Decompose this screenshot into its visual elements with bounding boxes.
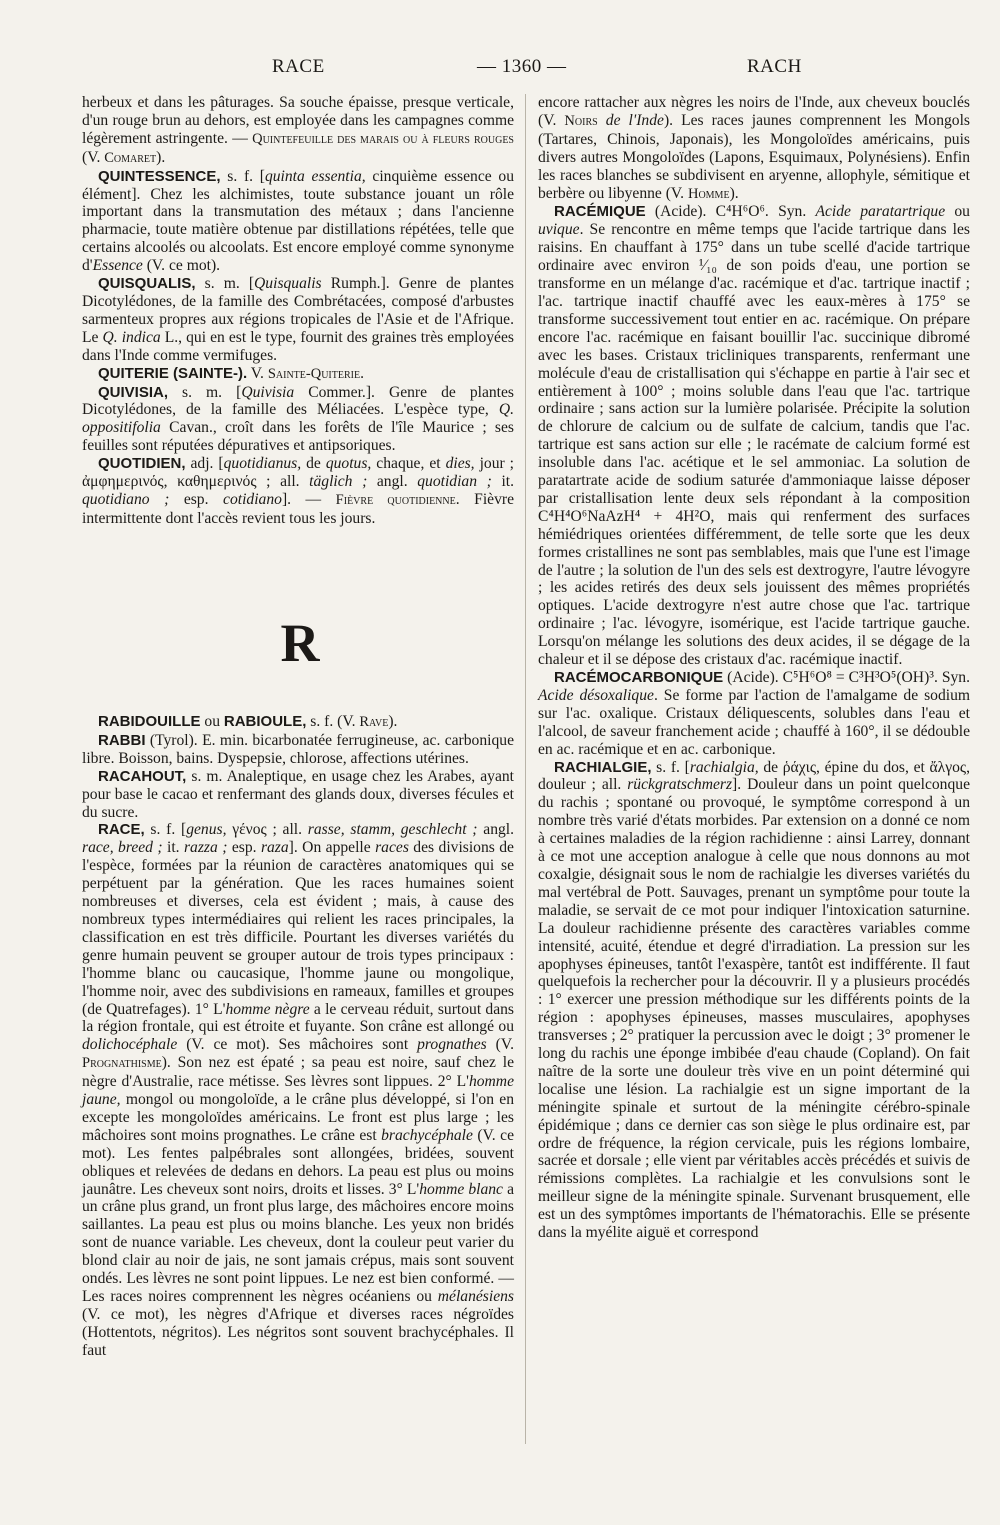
entry-text: Rumph.]. Genre de plantes Dicotylédones, de la famille des Combrétacées, composé d'arbustes sarmenteux propres aux régions tropicales de l'Asie et de l'Afrique. Le (82, 275, 514, 346)
dictionary-entry (82, 384, 514, 456)
entry-headword: QUISQUALIS, (98, 275, 196, 293)
entry-headword: RACE, (98, 821, 145, 839)
dictionary-entry (82, 821, 514, 1359)
entry-text: a un crâne plus grand, un front plus large, des mâchoires encore moins saillantes. La peau est plus ou moins blanche. Les yeux non bridés sont de nuance variable. Les cheveux, dont la couleur peut varier du blond clair au noir de jais, ne sont jamais crépus, mais sont souvent ondés. Les lèvres ne sont point lippues. Le nez est bien conformé. — Les races noires comprennent les nègres océaniens ou (82, 1180, 514, 1305)
entry-text: ]. On appelle (288, 839, 376, 857)
entry-text: Fièvre quotidienne (335, 491, 456, 508)
entry-text: adj. [ (185, 455, 224, 473)
entry-text: (V. (486, 1036, 514, 1054)
entry-text: race, breed ; (82, 839, 163, 857)
entry-text: homme jaune, (82, 1073, 514, 1109)
entry-text (598, 112, 606, 129)
entry-text: encore rattacher aux nègres les noirs de l'Inde, aux cheveux bouclés (V. (538, 94, 970, 129)
entry-text: ou (200, 713, 224, 730)
entry-text: Prognathisme (82, 1055, 162, 1072)
dictionary-entry (82, 275, 514, 365)
dictionary-entry (538, 203, 970, 669)
entry-headword: RACHIALGIE, (554, 758, 652, 776)
entry-text: ). (156, 148, 166, 166)
entry-text: cinquième essence ou élément]. Chez les alchimistes, toute substance jouant un rôle important dans la transmutation des métaux ; dans l'ancienne pharmacie, toute matière obtenue par distillations répétées, telle que certains alcoolés ou alcoolats. Est encore employé comme synonyme d' (82, 167, 514, 275)
entry-text: . (360, 364, 364, 382)
header-left-word: RACE (272, 56, 325, 77)
entry-text: s. m. Analeptique, en usage chez les Arabes, ayant pour base le cacao et renfermant des glands doux, diverses fécules et du sucre. (82, 767, 514, 821)
entry-text: herbeux et dans les pâturages. Sa souche épaisse, presque verticale, d'un rouge brun au dehors, est employée dans les campagnes comme légèrement astringente. — (82, 94, 514, 147)
entry-text: ). (729, 184, 739, 202)
entry-text: chaque, et (371, 455, 446, 473)
entry-text: rückgratschmerz (627, 776, 733, 794)
entry-text: (V. ce mot). Les fentes palpébrales sont allongées, bridées, souvent obliques et relevées de dedans en dehors. La peau est plus ou moins jaunâtre. Les cheveux sont noirs, droits et lisses. 3° L' (82, 1126, 514, 1198)
entry-text: γένος ; all. (226, 821, 308, 839)
entry-text: rasse, stamm, geschlecht ; (307, 821, 478, 839)
entry-text: . Se forme par l'action de l'amalgame de sodium sur l'ac. oxalique. Cristaux déliquescents, solubles dans l'eau et l'alcool, de saveur franchement acide ; chauffé à 160°, il se dédouble en ac. racémique et en ac. carbonique. (538, 686, 970, 758)
dictionary-entry (538, 759, 970, 1242)
entry-text: Sainte-Quiterie (267, 365, 361, 382)
entry-text: raza (260, 839, 289, 857)
entry-text: Cavan., croît dans les forêts de l'île Maurice ; ses feuilles sont réputées dépuratives et antipsoriques. (82, 419, 514, 455)
entry-text: (V. ce mot). (142, 257, 221, 275)
dictionary-entry (538, 669, 970, 759)
entry-headword: QUITERIE (SAINTE-). (98, 364, 248, 382)
dictionary-entry (82, 713, 514, 732)
entry-text: it. (162, 839, 184, 857)
entry-text: prognathes (417, 1036, 487, 1054)
entry-text: Q. oppositifolia (82, 401, 514, 437)
entry-text: ). (388, 713, 398, 730)
entry-headword: RACAHOUT, (98, 767, 187, 785)
entry-headword: RABIDOUILLE (98, 713, 201, 730)
entry-text: Quivisia (241, 383, 295, 401)
entry-text: ou (945, 203, 970, 221)
entry-text: angl. (367, 473, 418, 491)
entry-text: de l'Inde (605, 111, 664, 129)
entry-text: (Acide). C⁵H⁶O⁸ = C³H³O⁵(OH)³. Syn. (723, 669, 970, 686)
dictionary-entry (82, 455, 514, 528)
entry-text: (Tyrol). E. min. bicarbonatée ferrugineuse, ac. carbonique libre. Boisson, bains. Dyspepsie, chlorose, affections utérines. (82, 731, 514, 767)
entry-text: des divisions de l'espèce, formées par la réunion de caractères anatomiques qui se perpétuent par la génération. Que les races humaines soient nombreuses et diverses, cela est évident ; mais, à cause des nombreux types intermédiaires qui relient les races principales, la classification en est très difficile. Pourtant les diverses variétés du genre humain peuvent se grouper autour de trois types principaux : l'homme blanc ou caucasique, l'homme jaune ou mongolique, l'homme noir, avec des subdivisions en rameaux, familles et groupes (de Quatrefages). 1° L' (82, 839, 514, 1018)
entry-text: Commer.]. Genre de plantes Dicotylédones, de la famille des Méliacées. L'espèce type, (82, 383, 514, 419)
section-letter: R (280, 613, 320, 673)
entry-text: V. (247, 364, 268, 382)
dictionary-entry (82, 768, 514, 822)
entry-text: a le cerveau réduit, surtout dans la région frontale, qui est étroite et fuyante. Son crâne est allongé ou (82, 1000, 514, 1036)
entry-text: rachialgia, (689, 758, 759, 776)
entry-text: s. f. [ (144, 821, 187, 839)
entry-text: de ῥάχις, épine du dos, et ἄλγος, douleur ; all. (538, 758, 970, 794)
entry-text: esp. (227, 839, 261, 857)
entry-text: (V. ce mot). Ses mâchoires sont (177, 1036, 418, 1054)
entry-text: (Acide). C⁴H⁶O⁶. Syn. (645, 203, 816, 221)
entry-text: jour ; ἀμφημερινός, καθημερινός ; all. (82, 455, 514, 491)
entry-text: dolichocéphale (82, 1036, 178, 1054)
dictionary-entry (538, 94, 970, 203)
right-column (538, 94, 970, 1242)
entry-text: Noirs (564, 112, 598, 129)
entry-text: s. f. (V. (306, 713, 360, 730)
entry-text: Acide paratartrique (815, 203, 946, 221)
entry-text: it. (491, 473, 515, 491)
entry-headword: RABBI (98, 731, 146, 749)
entry-headword: QUIVISIA, (98, 383, 169, 401)
entry-text: (V. (82, 148, 105, 166)
entry-text: s. m. [ (195, 275, 255, 293)
dictionary-entry (82, 732, 514, 768)
entry-text: genus, (186, 821, 227, 839)
entry-text: esp. (169, 490, 224, 508)
entry-text: Q. indica (102, 328, 161, 346)
entry-text: täglich ; (309, 473, 368, 491)
entry-headword: RABIOULE, (223, 713, 307, 730)
entry-headword: RACÉMIQUE (554, 203, 646, 221)
entry-text: Quintefeuille des marais ou à fleurs rouges (252, 130, 514, 147)
entry-text: mongol ou mongoloïde, a le crâne plus développé, si l'on en excepte les mongoloïdes américains. Le front est plus large ; les mâchoires sont moins prognathes. Le crâne est (82, 1091, 514, 1144)
entry-text: quinta essentia, (264, 167, 366, 185)
entry-text: quotidian ; (417, 473, 492, 491)
entry-text: Essence (92, 257, 143, 275)
entry-text: homme nègre (225, 1000, 310, 1018)
left-column-bottom (82, 713, 514, 1360)
entry-text: ). Son nez est épaté ; sa peau est noire, sauf chez le nègre d'Australie, race métisse. Ses lèvres sont lippues. 2° L' (82, 1054, 514, 1091)
entry-text: s. f. [ (651, 758, 690, 776)
entry-text: ). Les races jaunes comprennent les Mongols (Tartares, Chinois, Japonais), les Mongoloïdes américains, puis divers autres Mongoloïdes (Lapons, Esquimaux, Polynésiens). Enfin les races blanches se subdivisent en aryenne, allophyle, sémitique et berbère ou libyenne (V. (538, 111, 970, 202)
dictionary-entry (82, 168, 514, 275)
entry-headword: RACÉMOCARBONIQUE (554, 669, 724, 686)
entry-text: angl. (477, 821, 515, 839)
entry-text: quotus, (325, 455, 372, 473)
entry-text: . Se rencontre en même temps que l'acide tartrique dans les raisins. En chauffant à 175° dans un tube scellé d'acide tartrique ordinaire avec environ ¹⁄₁₀ de son poids d'eau, une portion se transforme en un mélange d'ac. racémique et d'ac. tartrique inactif ; l'ac. tartrique inactif chauffé avec les eaux-mères à 175° se transforme successivement tout entier en ac. racémique. On prépare encore l'ac. racémique en faisant bouillir l'ac. succinique dibromé avec les bases. Cristaux tricliniques transparents, renfermant une molécule d'eau de cristallisation qui s'échappe en partie à l'air sec et entièrement à 100° ; moins soluble dans l'eau que l'ac. tartrique ordinaire ; sans action sur la lumière polarisée. Précipite la solution de chlorure de calcium ou de sulfate de calcium, tandis que l'ac. tartrique est sans action sur elle ; le racémate de calcium formé est insoluble dans l'ac. acétique et le sel ammoniac. La solution de paratartrate acide de sodium saturée d'ammoniaque laisse déposer par cristallisation lente deux sels répondant à la composition C⁴H⁴O⁶NaAzH⁴ + 4H²O, mais qui renferment des surfaces hémiédriques orientées différemment, de telle sorte que les deux formes cristallines ne sont pas semblables, mais que l'une est l'image de l'autre ; la solution de l'un des sels est dextrogyre, l'autre lévogyre ; les acides retirés des deux sels jouissent des mêmes propriétés optiques. L'acide dextrogyre n'est autre chose que l'ac. tartrique ordinaire ; l'ac. lévogyre, isomérique, est l'acide tartrique gauche. Lorsqu'on mélange les solutions des deux acides, il se dégage de la chaleur et il se dépose des cristaux d'ac. racémique inactif. (538, 221, 970, 669)
entry-text: homme blanc (419, 1180, 503, 1198)
entry-text: de (301, 455, 326, 473)
running-header (82, 56, 912, 86)
entry-text: razza ; (183, 839, 228, 857)
entry-text: Rave (359, 714, 389, 730)
entry-text: cotidiano (223, 490, 282, 508)
left-column-top (82, 94, 514, 528)
entry-text: s. m. [ (168, 383, 242, 401)
dictionary-entry (82, 365, 514, 384)
column-divider (525, 94, 526, 1444)
entry-text: dies, (445, 455, 475, 473)
entry-text: uvique (538, 221, 580, 239)
entry-text: ]. Douleur dans un point quelconque du rachis ; spontané ou provoqué, le symptôme correspond à un nombre très varié d'états morbides. Par extension on a donné ce nom à certaines maladies de la région rachidienne : ainsi Larrey, donnant à ce mot une acception analogue à celle que nous donnons au mot coxalgie, désignait sous le nom de rachialgie les diverses variétés du mal vertébral de Pott. Sauvages, prenant un symptôme pour toute la maladie, se servait de ce mot pour indiquer l'intoxication saturnine. La douleur rachidienne présente des caractères variables comme intensité, acuité, étendue et degré d'irradiation. La pression sur les apophyses épineuses, tantôt l'exaspère, tantôt est indifférente. Il faut quelquefois la rechercher pour la découvrir. Il y a plusieurs procédés : 1° exercer une pression méthodique sur les différents points de la région : apophyses épineuses, masses musculaires, apophyses transverses ; 2° pratiquer la percussion avec le doigt ; 3° promener le long du rachis une éponge imbibée d'eau chaude (Copland). On fait naître de la sorte une douleur très vive en un point déterminé qui localise une lésion. La rachialgie est un signe important de la méningite spinale et surtout de la méningite cérébro-spinale épidémique ; dans ce dernier cas son siège le plus ordinaire est, par ordre de fréquence, la région cervicale, puis les régions lombaire, sacrée et dorsale ; elle vient par véritables accès précédés et suivis de rémissions complètes. La rachialgie et les convulsions sont le meilleur signe de la méningite spinale. Survenant brusquement, elle est un des symptômes importants de l'hématorachis. Elle se présente dans la myélite aiguë et correspond (538, 776, 970, 1242)
entry-text: L., qui en est le type, fournit des graines très employées dans l'Inde comme vermifuges. (82, 328, 514, 364)
entry-text: quotidianus, (223, 455, 302, 473)
entry-text: quotidiano ; (82, 490, 170, 508)
dictionary-entry (82, 94, 514, 168)
entry-headword: QUINTESSENCE, (98, 167, 221, 185)
entry-text: Acide désoxalique (538, 686, 654, 704)
header-right-word: RACH (747, 56, 802, 77)
entry-text: races (375, 839, 409, 857)
entry-text: Quisqualis (254, 275, 322, 293)
entry-text: (V. ce mot), les nègres d'Afrique et diverses races négroïdes (Hottentots, négritos). Les négritos sont souvent brachycéphales. Il faut (82, 1305, 514, 1359)
entry-text: mélanésiens (437, 1288, 514, 1305)
entry-text: brachycéphale (381, 1126, 473, 1144)
entry-text: s. f. [ (220, 167, 265, 185)
entry-text: ]. — (281, 490, 336, 508)
page-number: — 1360 — (477, 56, 567, 77)
entry-headword: QUOTIDIEN, (98, 455, 186, 473)
entry-text: . Fièvre intermittente dont l'accès revient tous les jours. (82, 490, 515, 527)
entry-text: Homme (687, 185, 730, 202)
entry-text: Comaret (104, 149, 157, 166)
